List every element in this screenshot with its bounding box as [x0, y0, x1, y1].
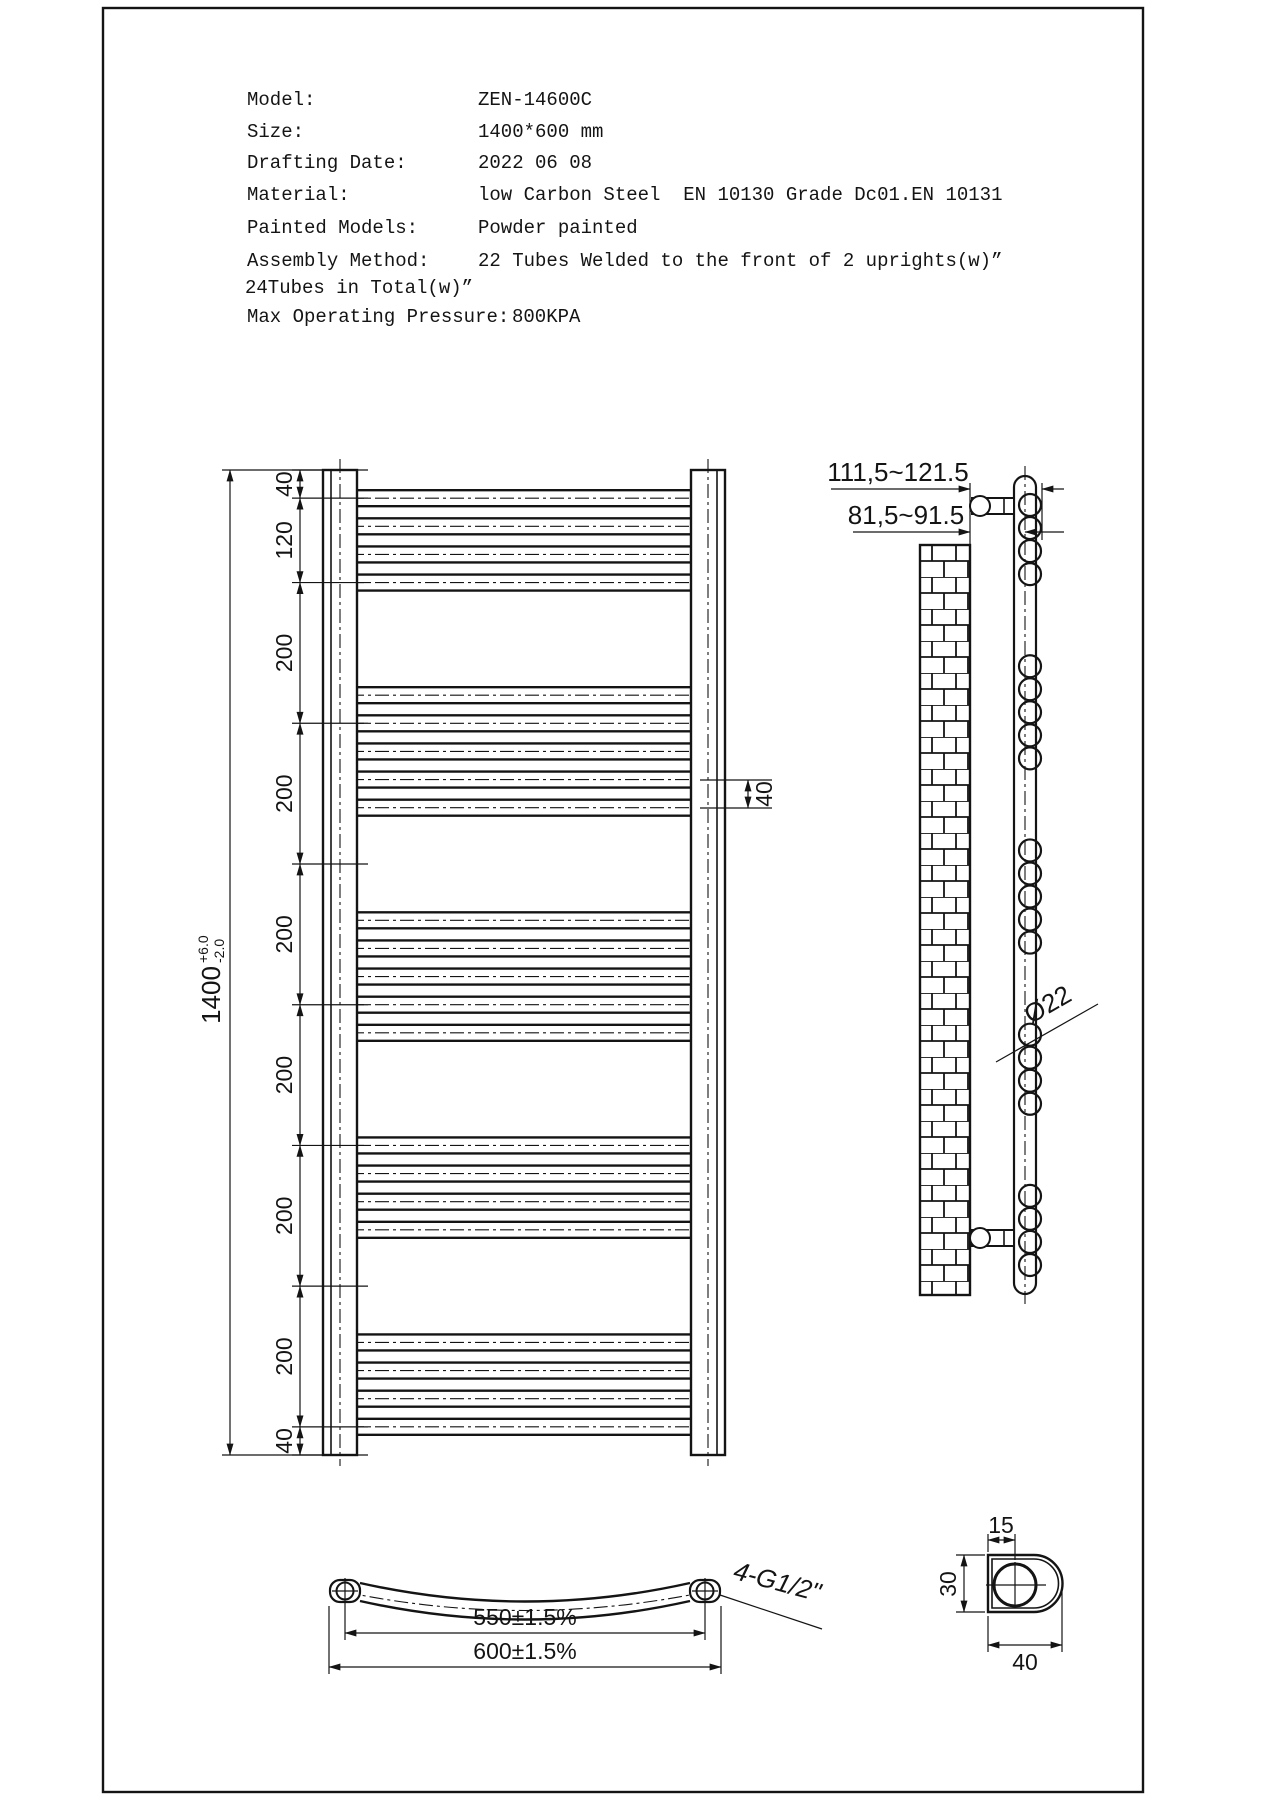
bottom-wall-bracket [970, 1228, 1014, 1248]
bottom-view-right-fitting [690, 1578, 720, 1604]
spec-value-painted: Powder painted [478, 217, 638, 239]
spec-label-model: Model: [247, 89, 316, 111]
spec-label-pressure: Max Operating Pressure: [247, 306, 510, 328]
detail-width-dim-value: 40 [1012, 1649, 1038, 1675]
wall-to-front-dim-value: 111,5~121.5 [827, 457, 969, 487]
spec-label-size: Size: [247, 121, 305, 143]
segment-dim-value: 200 [271, 1337, 297, 1376]
bottom-view [329, 1555, 826, 1674]
front-view-overall-dim [195, 470, 324, 1455]
segment-dim-value: 40 [271, 471, 297, 497]
tube-diameter-dim-value: Ø22 [1018, 978, 1077, 1030]
spec-value-material: low Carbon Steel EN 10130 Grade Dc01.EN 10131 [478, 184, 1003, 206]
spec-label-tubes-total: 24Tubes in Total(w)” [245, 277, 474, 299]
spec-label-material: Material: [247, 184, 350, 206]
wall-to-center-dim-value: 81,5~91.5 [847, 500, 965, 530]
overall-dim-tol-minus: -2.0 [211, 938, 227, 963]
spec-value-size: 1400*600 mm [478, 121, 604, 143]
segment-dim-value: 200 [271, 1055, 297, 1095]
connection-dim-value: 4-G1/2" [730, 1555, 825, 1608]
segment-dim-value: 200 [271, 1196, 297, 1235]
spec-value-model: ZEN-14600C [478, 89, 593, 111]
overall-dim-value: 1400 [196, 966, 226, 1024]
spec-label-date: Drafting Date: [247, 152, 407, 174]
wall-section [920, 545, 970, 1295]
detail-offset-dim-value: 15 [988, 1512, 1014, 1538]
bottom-view-dims [329, 1604, 721, 1674]
drawing-frame [103, 8, 1143, 1792]
spec-label-painted: Painted Models: [247, 217, 419, 239]
front-view-tubes [350, 490, 698, 1435]
spec-value-pressure: 800KPA [512, 306, 581, 328]
front-view-right-upright [691, 459, 725, 1466]
detail-profile [986, 1555, 1063, 1612]
side-view [827, 457, 1098, 1304]
tube-diameter-callout [996, 979, 1098, 1062]
segment-dim-value: 40 [271, 1428, 297, 1454]
segment-dim-value: 200 [271, 915, 297, 954]
spec-block [245, 89, 1003, 328]
front-view-left-upright [323, 459, 357, 1466]
segment-dim-value: 200 [271, 633, 297, 673]
spec-value-assembly: 22 Tubes Welded to the front of 2 uprights(w)” [478, 250, 1003, 272]
bottom-view-left-fitting [330, 1578, 360, 1604]
detail-height-dim-value: 30 [935, 1571, 961, 1597]
spec-label-assembly: Assembly Method: [247, 250, 430, 272]
spec-value-date: 2022 06 08 [478, 152, 593, 174]
overall-dim-tol-plus: +6.0 [195, 935, 211, 963]
segment-dim-value: 200 [271, 774, 297, 813]
top-wall-bracket [970, 496, 1014, 516]
detail-view [935, 1512, 1063, 1675]
front-view [195, 459, 777, 1466]
center-distance-dim-value: 550±1.5% [473, 1604, 577, 1630]
segment-dim-value: 120 [271, 521, 297, 560]
detail-dims [935, 1512, 1062, 1675]
overall-width-dim-value: 600±1.5% [473, 1638, 577, 1664]
tube-pitch-dim-value: 40 [751, 781, 777, 807]
connection-callout [720, 1555, 826, 1629]
